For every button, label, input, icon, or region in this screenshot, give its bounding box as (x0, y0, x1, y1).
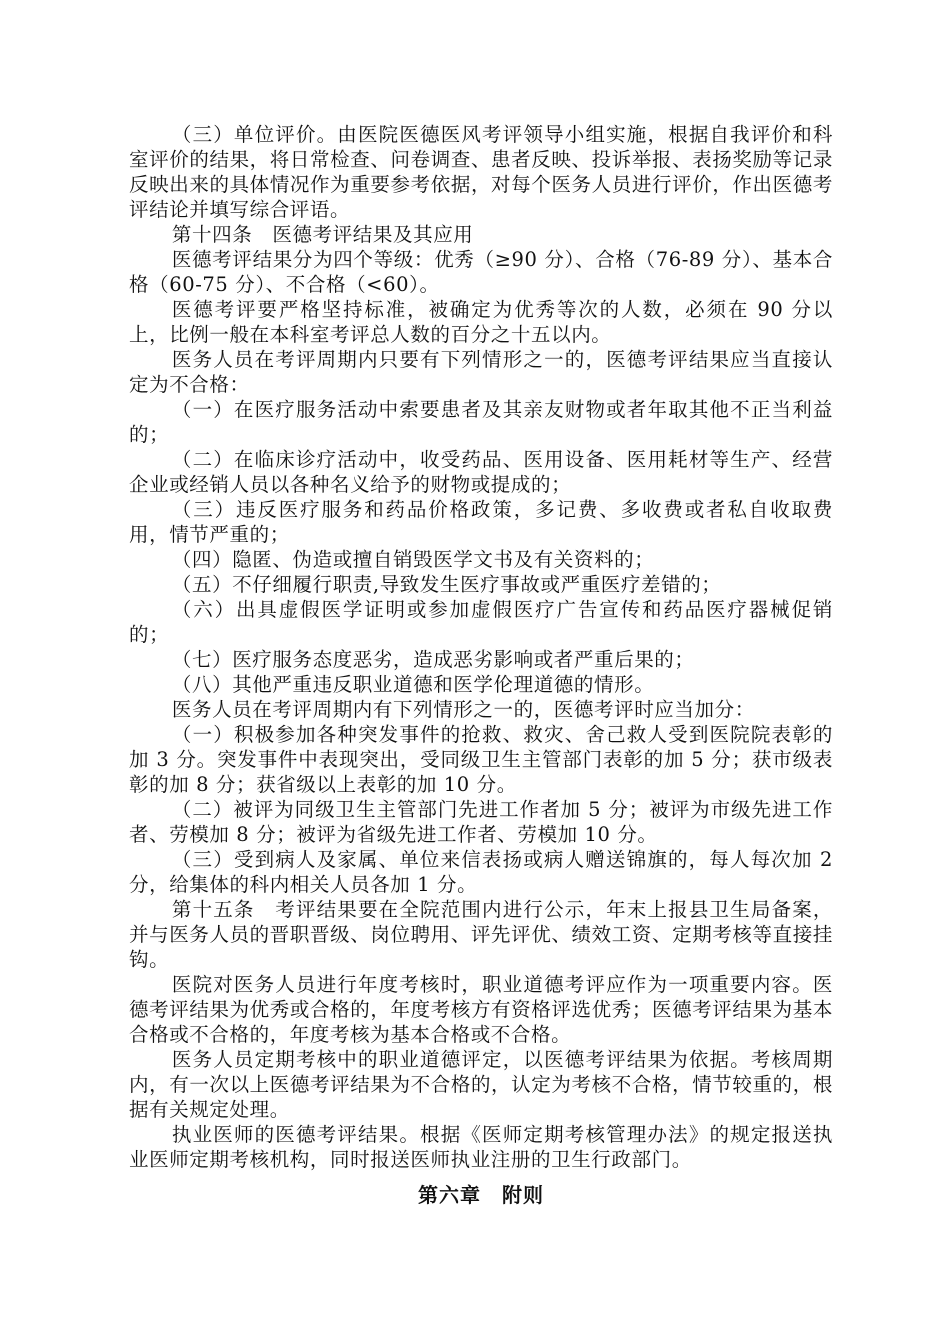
paragraph-physician-results: 执业医师的医德考评结果。根据《医师定期考核管理办法》的规定报送执业医师定期考核机构，同时报送医师执业注册的卫生行政部门。 (129, 1123, 833, 1171)
chapter-heading: 第六章 附则 (418, 1183, 544, 1207)
list-item-fail-8: （八）其他严重违反职业道德和医学伦理道德的情形。 (171, 673, 655, 696)
article-15-paragraph: 第十五条 考评结果要在全院范围内进行公示，年末上报县卫生局备案，并与医务人员的晋职晋级、岗位聘用、评先评优、绩效工资、定期考核等直接挂钩。 (129, 898, 833, 971)
paragraph-periodic-assessment: 医务人员定期考核中的职业道德评定，以医德考评结果为依据。考核周期内，有一次以上医德考评结果为不合格的，认定为考核不合格，情节较重的，根据有关规定处理。 (129, 1048, 833, 1121)
paragraph-unit-evaluation: （三）单位评价。由医院医德医风考评领导小组实施，根据自我评价和科室评价的结果，将日常检查、问卷调查、患者反映、投诉举报、表扬奖励等记录反映出来的具体情况作为重要参考依据，对每个医务人员进行评价，作出医德考评结论并填写综合评语。 (129, 123, 833, 221)
list-item-fail-3: （三）违反医疗服务和药品价格政策，多记费、多收费或者私自收取费用，情节严重的； (129, 498, 833, 546)
paragraph-excellent-quota: 医德考评要严格坚持标准，被确定为优秀等次的人数，必须在 90 分以上，比例一般在本科室考评总人数的百分之十五以内。 (129, 298, 833, 346)
list-item-fail-4: （四）隐匿、伪造或擅自销毁医学文书及有关资料的； (171, 548, 655, 571)
article-14-title: 第十四条 医德考评结果及其应用 (171, 223, 474, 246)
document-page (129, 122, 833, 1208)
list-item-fail-7: （七）医疗服务态度恶劣，造成恶劣影响或者严重后果的； (171, 648, 695, 671)
list-item-fail-5: （五）不仔细履行职责,导致发生医疗事故或严重医疗差错的； (171, 573, 722, 596)
paragraph-bonus-intro: 医务人员在考评周期内有下列情形之一的，医德考评时应当加分： (171, 698, 755, 721)
list-item-fail-2: （二）在临床诊疗活动中，收受药品、医用设备、医用耗材等生产、经营企业或经销人员以各种名义给予的财物或提成的； (129, 448, 833, 496)
paragraph-grade-levels: 医德考评结果分为四个等级：优秀（≥90 分）、合格（76-89 分）、基本合格（60-75 分）、不合格（<60）。 (129, 248, 833, 296)
list-item-fail-6: （六）出具虚假医学证明或参加虚假医疗广告宣传和药品医疗器械促销的； (129, 598, 833, 646)
paragraph-annual-assessment: 医院对医务人员进行年度考核时，职业道德考评应作为一项重要内容。医德考评结果为优秀或合格的，年度考核方有资格评选优秀；医德考评结果为基本合格或不合格的，年度考核为基本合格或不合格。 (129, 973, 833, 1046)
paragraph-fail-conditions-intro: 医务人员在考评周期内只要有下列情形之一的，医德考评结果应当直接认定为不合格： (129, 348, 833, 396)
list-item-bonus-2: （二）被评为同级卫生主管部门先进工作者加 5 分；被评为市级先进工作者、劳模加 8 分；被评为省级先进工作者、劳模加 10 分。 (129, 798, 833, 846)
list-item-fail-1: （一）在医疗服务活动中索要患者及其亲友财物或者年取其他不正当利益的； (129, 398, 833, 446)
list-item-bonus-1: （一）积极参加各种突发事件的抢救、救灾、舍己救人受到医院院表彰的加 3 分。突发事件中表现突出，受同级卫生主管部门表彰的加 5 分；获市级表彰的加 8 分；获省级以上表彰的加 10 分。 (129, 723, 833, 796)
list-item-bonus-3: （三）受到病人及家属、单位来信表扬或病人赠送锦旗的，每人每次加 2 分，给集体的科内相关人员各加 1 分。 (129, 848, 833, 896)
